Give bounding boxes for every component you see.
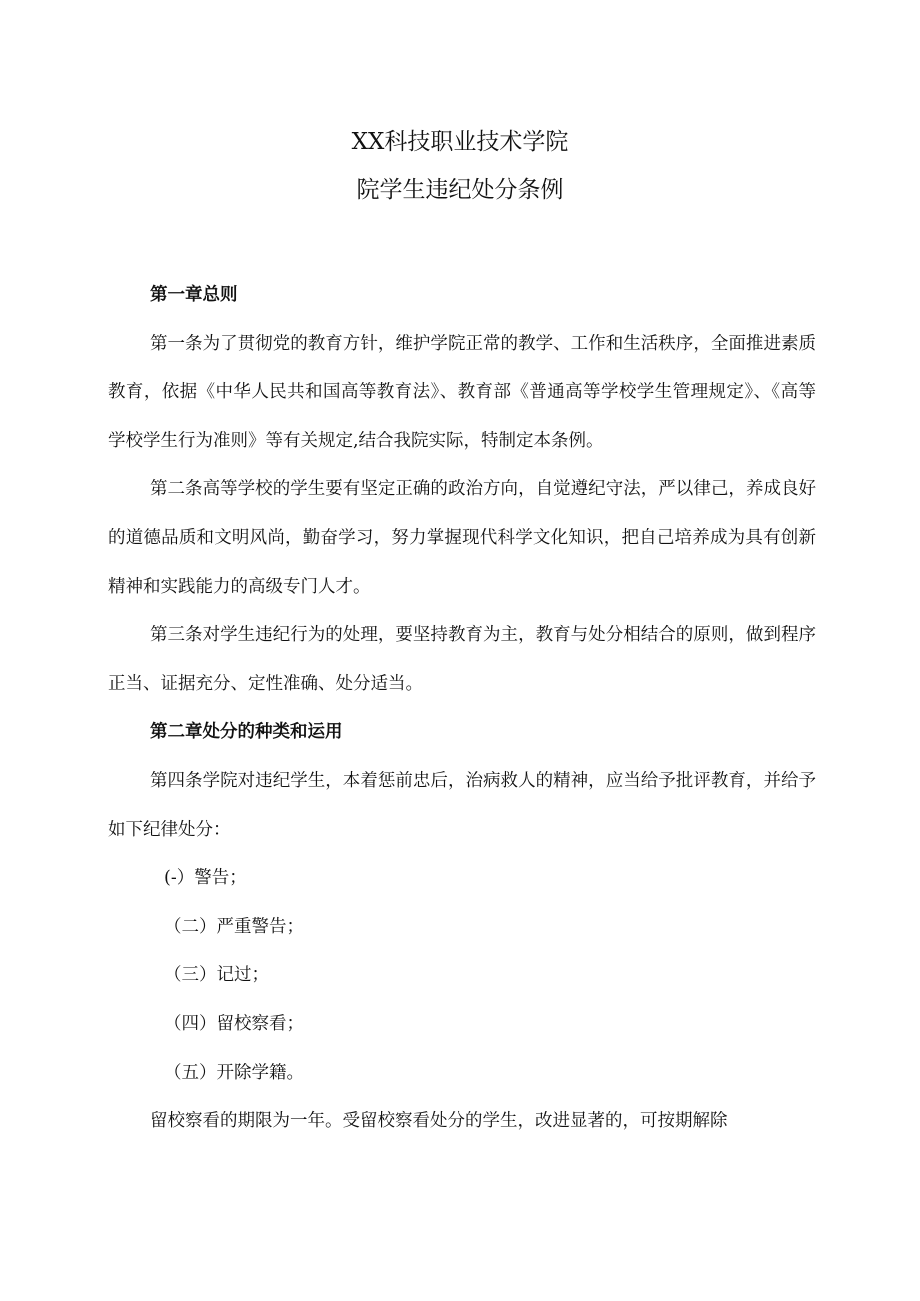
chapter2-heading: 第二章处分的种类和运用 [150,722,343,743]
article-2-paragraph: 第二条高等学校的学生要有坚定正确的政治方向，自觉遵纪守法，严以律己，养成良好的道德品质和文明风尚，勤奋学习，努力掌握现代科学文化知识，把自己培养成为具有创新精神和实践能力的高级专门人才。 [108,479,816,597]
document-title-school: XX科技职业技术学院 [351,129,569,155]
penalty-item-probation: （四）留校察看； [164,1013,304,1034]
article-3-paragraph: 第三条对学生违纪行为的处理，要坚持教育为主，教育与处分相结合的原则，做到程序正当、证据充分、定性准确、处分适当。 [108,625,816,694]
penalty-item-serious-warning: （二）严重警告； [164,916,304,937]
penalty-item-expulsion: （五）开除学籍。 [164,1062,304,1083]
penalty-item-demerit: （三）记过； [164,965,269,986]
article-4-paragraph: 第四条学院对违纪学生，本着惩前忠后，治病救人的精神，应当给予批评教育，并给予如下纪律处分： [108,770,816,840]
document-body [108,271,816,1146]
chapter1-heading: 第一章总则 [150,285,238,305]
document-title-regulation: 院学生违纪处分条例 [356,177,564,203]
penalty-item-warning: (-）警告； [164,868,247,889]
article-1-paragraph: 第一条为了贯彻党的教育方针，维护学院正常的教学、工作和生活秩序，全面推进素质教育，依据《中华人民共和国高等教育法》、教育部《普通高等学校学生管理规定》、《高等学校学生行为准则》等有关规定,结合我院实际，特制定本条例。 [108,333,816,451]
probation-note-paragraph: 留校察看的期限为一年。受留校察看处分的学生，改进显著的，可按期解除 [150,1111,728,1132]
